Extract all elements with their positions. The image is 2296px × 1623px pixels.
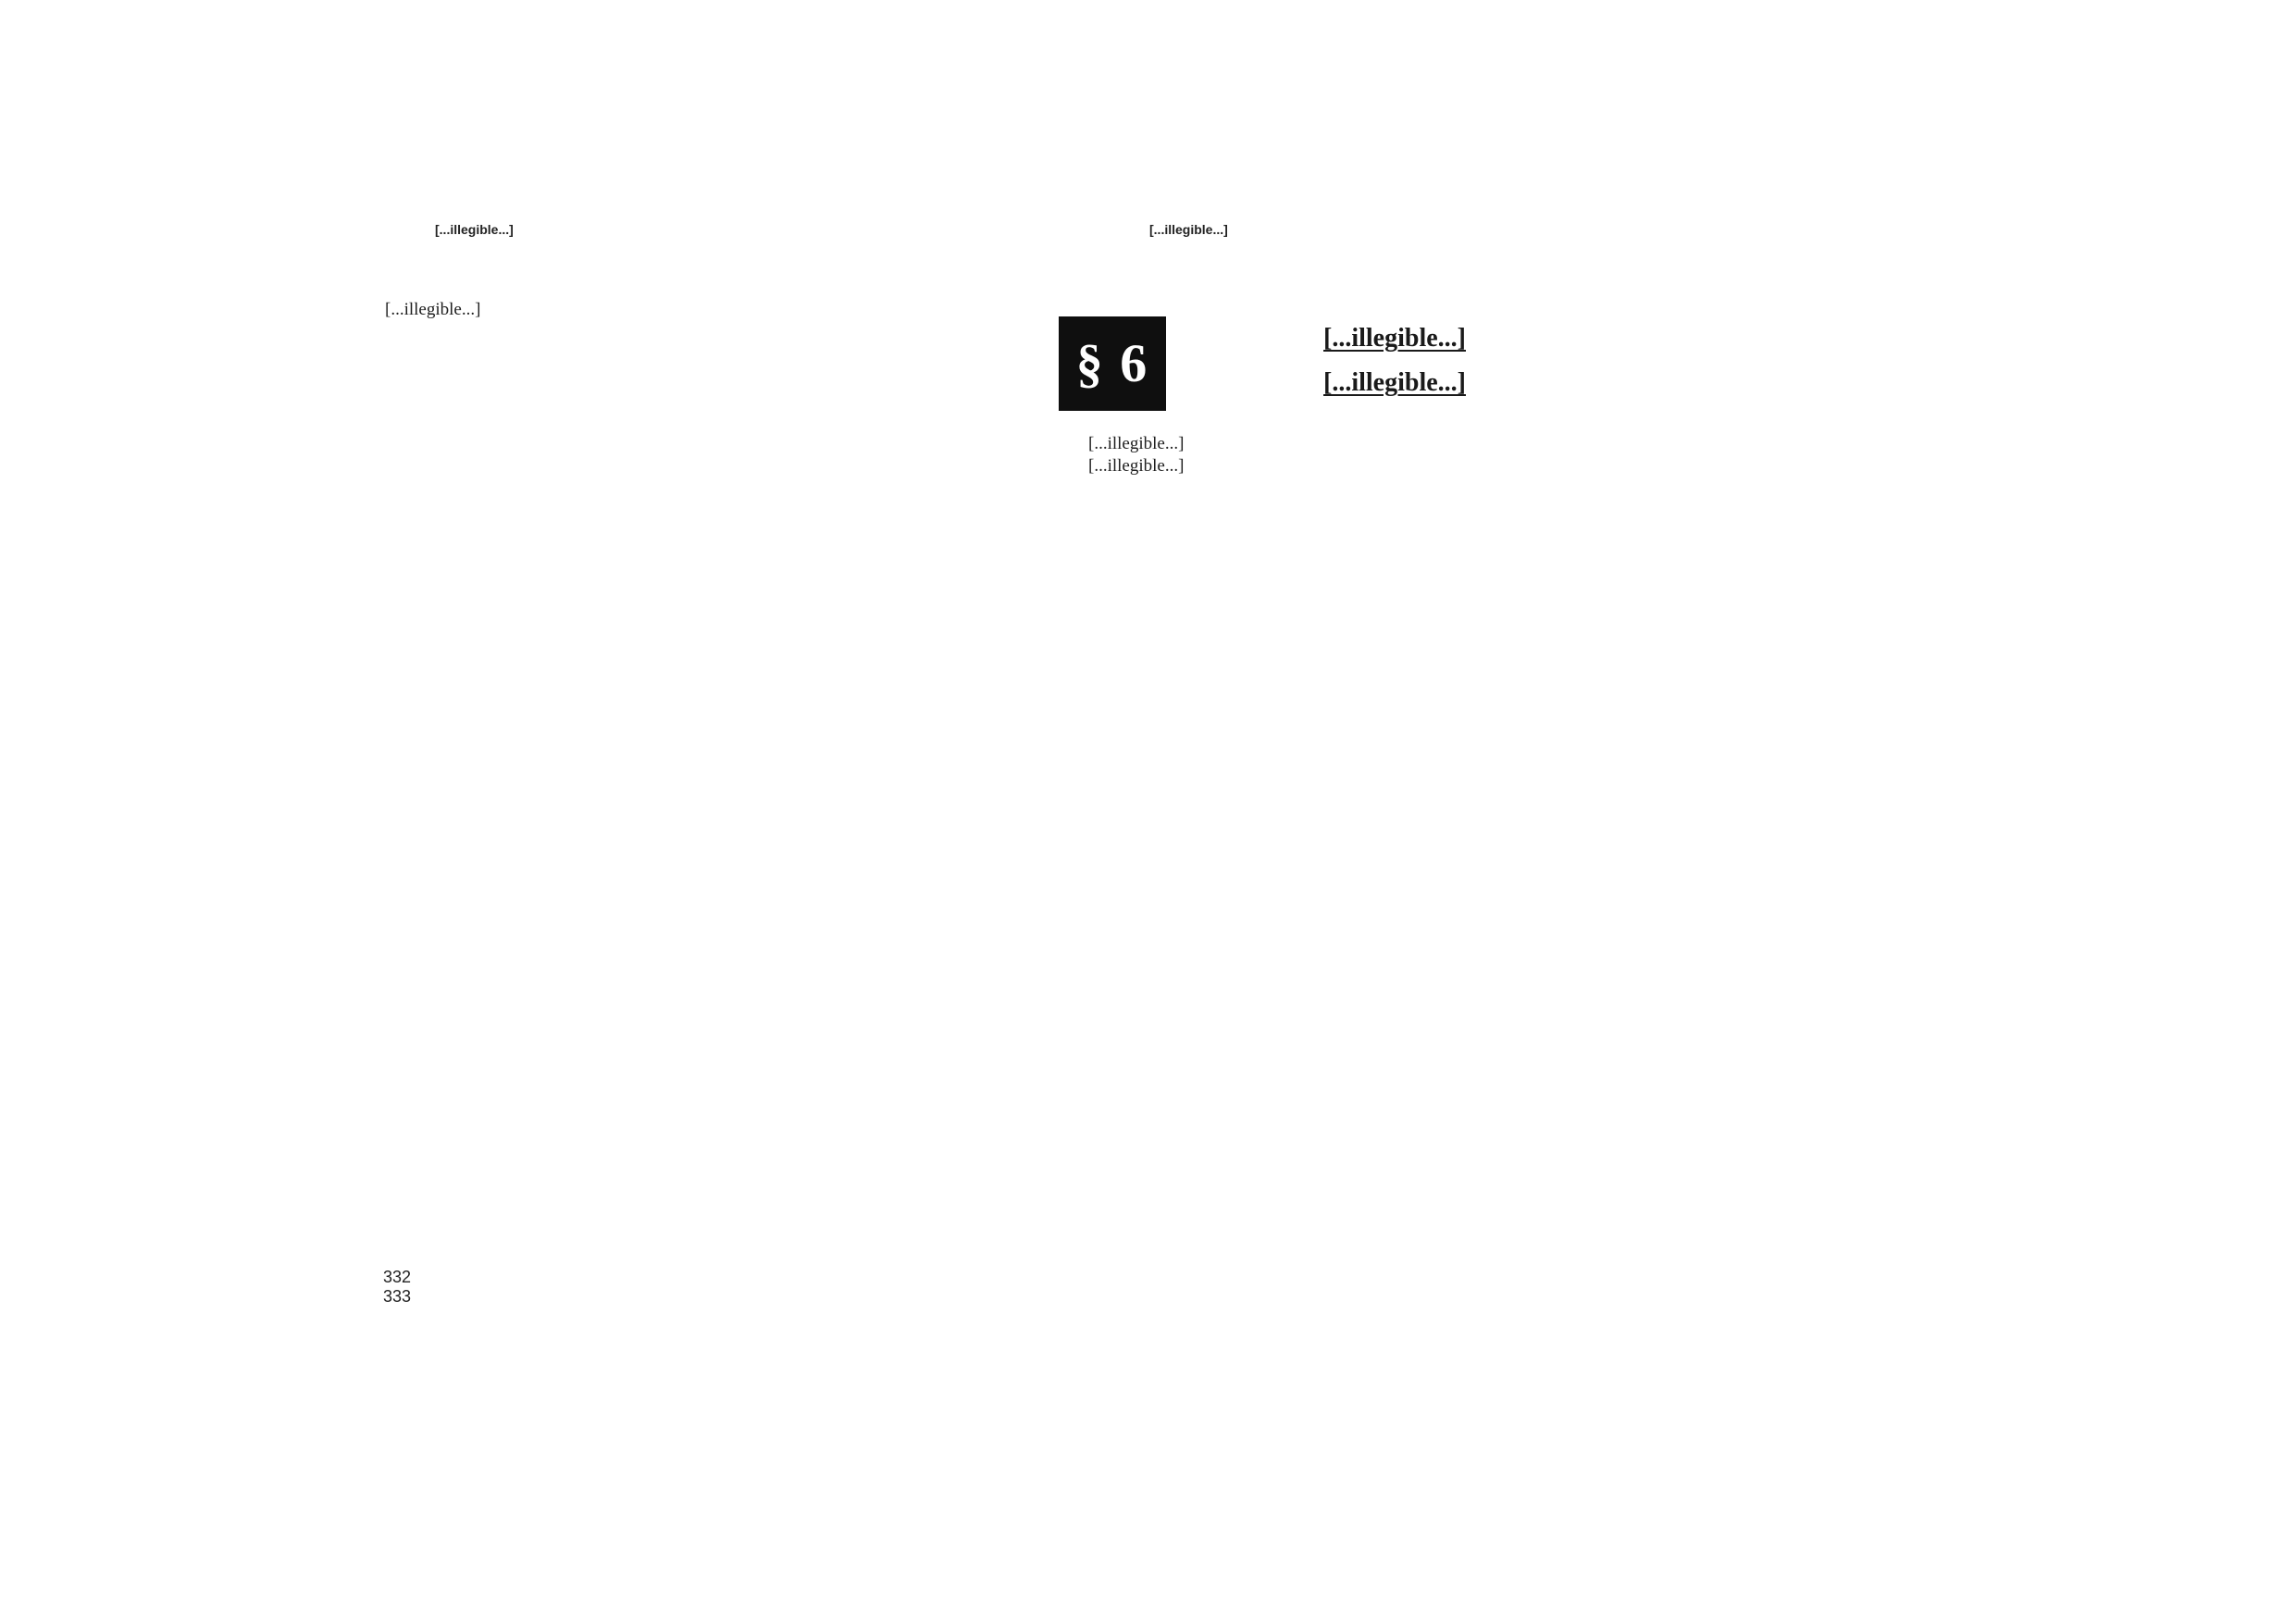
right-paragraph-1: [...illegible...] bbox=[1088, 434, 1185, 453]
running-head-left: [...illegible...] bbox=[435, 222, 514, 237]
right-paragraph-2: [...illegible...] bbox=[1088, 455, 1185, 476]
running-head-right: [...illegible...] bbox=[1149, 222, 1228, 237]
left-paragraph: [...illegible...] bbox=[385, 300, 481, 319]
page-number-left: 332 bbox=[383, 1268, 412, 1286]
chapter-title-line-2: [...illegible...] bbox=[1323, 368, 1466, 397]
right-page-body bbox=[1061, 433, 1667, 477]
left-page-body bbox=[385, 299, 985, 321]
chapter-title-line-1: [...illegible...] bbox=[1323, 324, 1466, 353]
chapter-badge: § 6 bbox=[1059, 316, 1166, 411]
chapter-title bbox=[1175, 316, 1614, 405]
page-number-right: 333 bbox=[383, 1287, 412, 1306]
